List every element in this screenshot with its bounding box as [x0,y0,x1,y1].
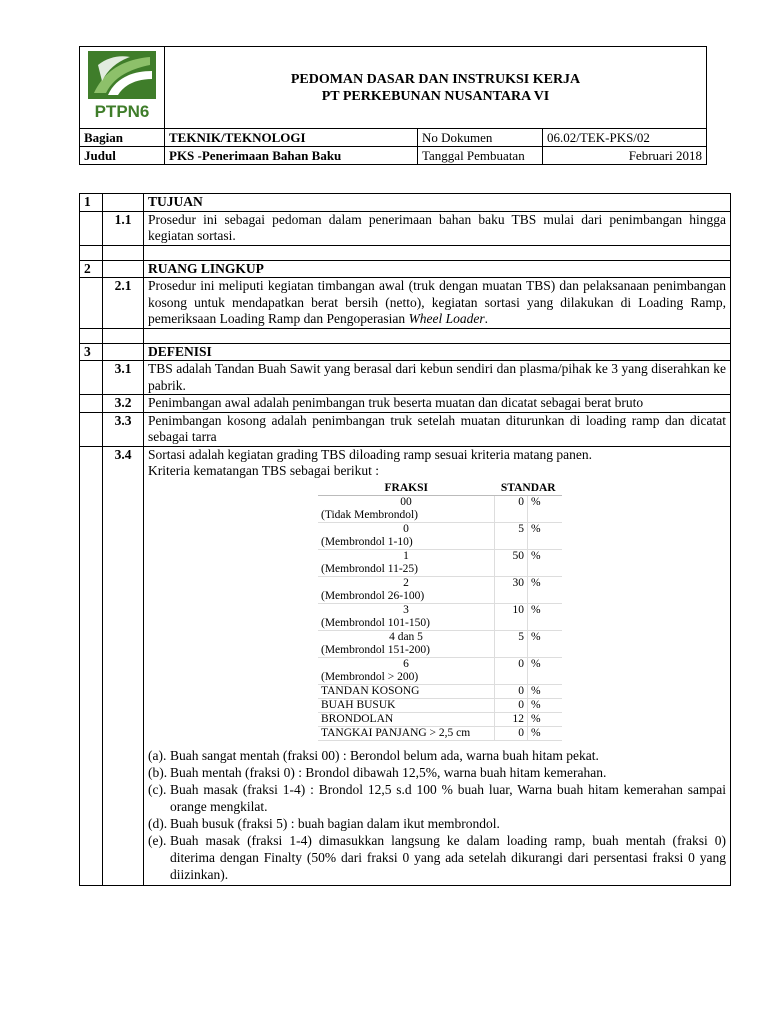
fraksi-header: FRAKSI [318,482,495,496]
fraksi-description: (Membrondol > 200) [318,671,495,685]
standar-value: 5 [495,630,528,657]
criteria-label: (e). [148,832,167,848]
sub-number: 3.2 [103,395,144,413]
fraksi-description: (Tidak Membrondol) [318,509,495,523]
fraksi-row [318,726,562,740]
judul-label: Judul [80,147,165,165]
procedure-table [79,193,731,886]
standar-value: 0 [495,684,528,698]
sub-text: Sortasi adalah kegiatan grading TBS diloading ramp sesuai kriteria matang panen. [148,446,593,462]
criteria-item [148,832,726,883]
criteria-label: (d). [148,815,168,831]
sub-text: TBS adalah Tandan Buah Sawit yang berasal dari kebun sendiri dan plasma/pihak ke 3 yang diserahkan ke pabrik. [144,361,731,395]
standar-unit: % [528,684,563,698]
sub-text: Kriteria kematangan TBS sebagai berikut : [148,463,380,478]
fraksi-value: 0 [318,522,495,536]
sub-number: 2.1 [103,278,144,329]
standar-unit: % [528,712,563,726]
logo-text: PTPN6 [94,102,150,121]
no-dokumen-value: 06.02/TEK-PKS/02 [543,129,707,147]
bagian-label: Bagian [80,129,165,147]
criteria-label: (b). [148,764,168,780]
sub-text: Prosedur ini meliputi kegiatan timbangan awal (truk dengan muatan TBS) dan pelaksanaan penimbangan kosong untuk mendapatkan berat bersih (netto), kegiatan sortasi yang dilakukan di Loading Ramp, pemeriksaan Loading Ramp dan Pengoperasian Wheel Loader. [144,278,731,329]
tanggal-value: Februari 2018 [543,147,707,165]
document-title [165,47,707,129]
section-number: 1 [80,194,103,212]
criteria-text: Buah sangat mentah (fraksi 00) : Berondol belum ada, warna buah hitam pekat. [170,747,599,763]
no-dokumen-label: No Dokumen [418,129,543,147]
fraksi-value: 6 [318,657,495,671]
title-line-2: PT PERKEBUNAN NUSANTARA VI [321,88,550,104]
criteria-item [148,747,726,764]
sub-number: 3.1 [103,361,144,395]
fraksi-label: BUAH BUSUK [318,698,495,712]
fraksi-row [318,698,562,712]
criteria-text: Buah masak (fraksi 1-4) dimasukkan langsung ke dalam loading ramp, buah mentah (fraksi 0) diterima dengan Finalty (50% dari fraksi 0 yang ada setelah dikurangi dari persentasi fraksi 0 yang diizinkan). [170,832,726,882]
standar-unit: % [528,576,563,603]
fraksi-row [318,549,562,563]
standar-unit: % [528,657,563,684]
fraksi-value: 1 [318,549,495,563]
fraksi-row [318,576,562,590]
fraksi-description: (Membrondol 11-25) [318,563,495,577]
fraksi-row [318,657,562,671]
standar-unit: % [528,495,563,522]
document-header [79,46,707,165]
standar-value: 0 [495,495,528,522]
section-title: TUJUAN [144,194,731,212]
fraksi-row [318,712,562,726]
criteria-text: Buah busuk (fraksi 5) : buah bagian dalam ikut membrondol. [170,815,500,831]
section-number: 2 [80,260,103,278]
fraksi-value: 3 [318,603,495,617]
criteria-item [148,815,726,832]
standar-unit: % [528,630,563,657]
sub-text: Penimbangan awal adalah penimbangan truk beserta muatan dan dicatat sebagai berat bruto [144,395,731,413]
standar-value: 0 [495,657,528,684]
fraksi-value: 2 [318,576,495,590]
standar-header: STANDAR [495,482,563,496]
fraksi-row [318,684,562,698]
sub-number: 3.3 [103,412,144,446]
criteria-item [148,781,726,815]
bagian-value: TEKNIK/TEKNOLOGI [165,129,418,147]
sortasi-cell [144,446,731,885]
logo-cell [80,47,165,129]
standar-unit: % [528,698,563,712]
ptpn6-logo-icon [84,47,160,123]
sub-text: Prosedur ini sebagai pedoman dalam penerimaan bahan baku TBS mulai dari penimbangan hingga kegiatan sortasi. [144,211,731,245]
fraksi-label: TANDAN KOSONG [318,684,495,698]
fraksi-description: (Membrondol 151-200) [318,644,495,658]
standar-value: 50 [495,549,528,576]
standar-unit: % [528,726,563,740]
judul-value: PKS -Penerimaan Bahan Baku [165,147,418,165]
fraksi-row [318,522,562,536]
standar-unit: % [528,522,563,549]
criteria-text: Buah masak (fraksi 1-4) : Brondol 12,5 s.d 100 % buah luar, Warna buah hitam kemerahan sampai orange mengkilat. [170,781,726,814]
standar-unit: % [528,549,563,576]
fraksi-value: 4 dan 5 [318,630,495,644]
sub-number: 3.4 [103,446,144,885]
fraksi-row [318,603,562,617]
tanggal-label: Tanggal Pembuatan [418,147,543,165]
fraksi-label: TANGKAI PANJANG > 2,5 cm [318,726,495,740]
standar-value: 10 [495,603,528,630]
standar-value: 12 [495,712,528,726]
standar-value: 0 [495,698,528,712]
section-title: RUANG LINGKUP [144,260,731,278]
criteria-label: (a). [148,747,167,763]
criteria-text: Buah mentah (fraksi 0) : Brondol dibawah 12,5%, warna buah hitam kemerahan. [170,764,607,780]
criteria-list [148,747,726,883]
standar-value: 30 [495,576,528,603]
fraksi-description: (Membrondol 26-100) [318,590,495,604]
fraksi-row [318,630,562,644]
criteria-label: (c). [148,781,167,797]
fraksi-value: 00 [318,495,495,509]
standar-unit: % [528,603,563,630]
standar-value: 0 [495,726,528,740]
section-number: 3 [80,343,103,361]
fraksi-standar-table [318,482,562,741]
criteria-item [148,764,726,781]
fraksi-label: BRONDOLAN [318,712,495,726]
standar-value: 5 [495,522,528,549]
sub-text: Penimbangan kosong adalah penimbangan truk setelah muatan diturunkan di loading ramp dan dicatat sebagai tarra [144,412,731,446]
title-line-1: PEDOMAN DASAR DAN INSTRUKSI KERJA [290,71,581,87]
fraksi-description: (Membrondol 101-150) [318,617,495,631]
fraksi-row [318,495,562,509]
sub-number: 1.1 [103,211,144,245]
section-title: DEFENISI [144,343,731,361]
fraksi-description: (Membrondol 1-10) [318,536,495,550]
